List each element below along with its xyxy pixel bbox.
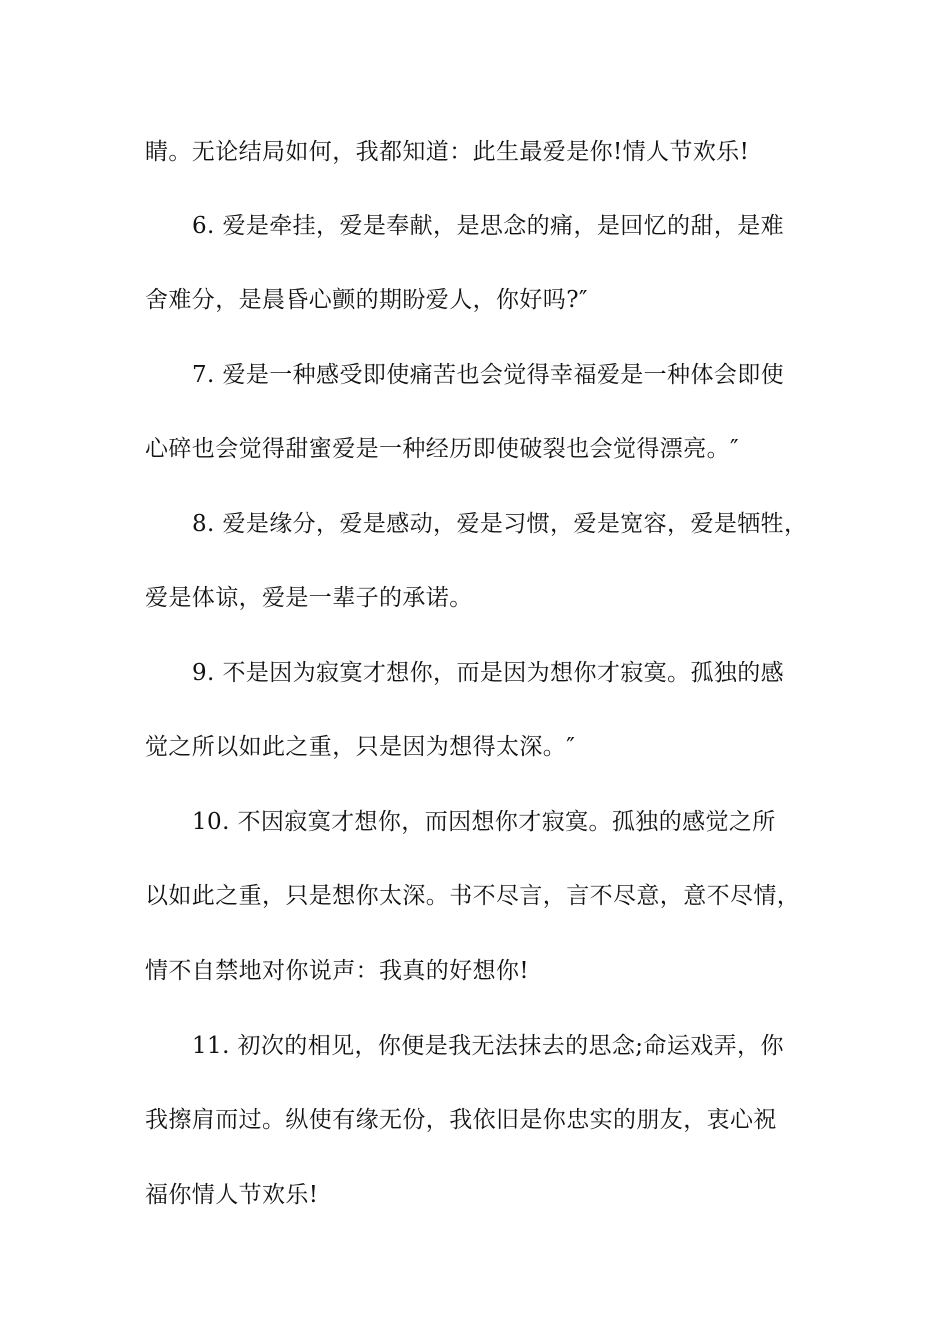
item-9-line-1: 9. 不是因为寂寞才想你，而是因为想你才寂寞。孤独的感 bbox=[192, 660, 785, 686]
item-7-line-1: 7. 爱是一种感受即使痛苦也会觉得幸福爱是一种体会即使 bbox=[192, 362, 785, 388]
item-11-line-3: 福你情人节欢乐! bbox=[145, 1182, 319, 1208]
item-11-line-2: 我擦肩而过。纵使有缘无份，我依旧是你忠实的朋友，衷心祝 bbox=[145, 1107, 777, 1133]
item-8-line-2: 爱是体谅，爱是一辈子的承诺。 bbox=[145, 585, 473, 611]
text-line: 睛。无论结局如何，我都知道：此生最爱是你!情人节欢乐! bbox=[145, 139, 750, 165]
item-6-line-2: 舍难分，是晨昏心颤的期盼爱人，你好吗?″ bbox=[145, 287, 588, 313]
item-11-line-1: 11. 初次的相见，你便是我无法抹去的思念;命运戏弄，你 bbox=[192, 1033, 784, 1059]
item-8-line-1: 8. 爱是缘分，爱是感动，爱是习惯，爱是宽容，爱是牺牲， bbox=[192, 511, 808, 537]
item-10-line-3: 情不自禁地对你说声：我真的好想你! bbox=[145, 958, 530, 984]
item-6-line-1: 6. 爱是牵挂，爱是奉献，是思念的痛，是回忆的甜，是难 bbox=[192, 213, 785, 239]
item-9-line-2: 觉之所以如此之重，只是因为想得太深。″ bbox=[145, 734, 576, 760]
item-10-line-1: 10. 不因寂寞才想你，而因想你才寂寞。孤独的感觉之所 bbox=[192, 809, 776, 835]
item-7-line-2: 心碎也会觉得甜蜜爱是一种经历即使破裂也会觉得漂亮。″ bbox=[145, 436, 739, 462]
item-10-line-2: 以如此之重，只是想你太深。书不尽言，言不尽意，意不尽情， bbox=[145, 883, 801, 909]
